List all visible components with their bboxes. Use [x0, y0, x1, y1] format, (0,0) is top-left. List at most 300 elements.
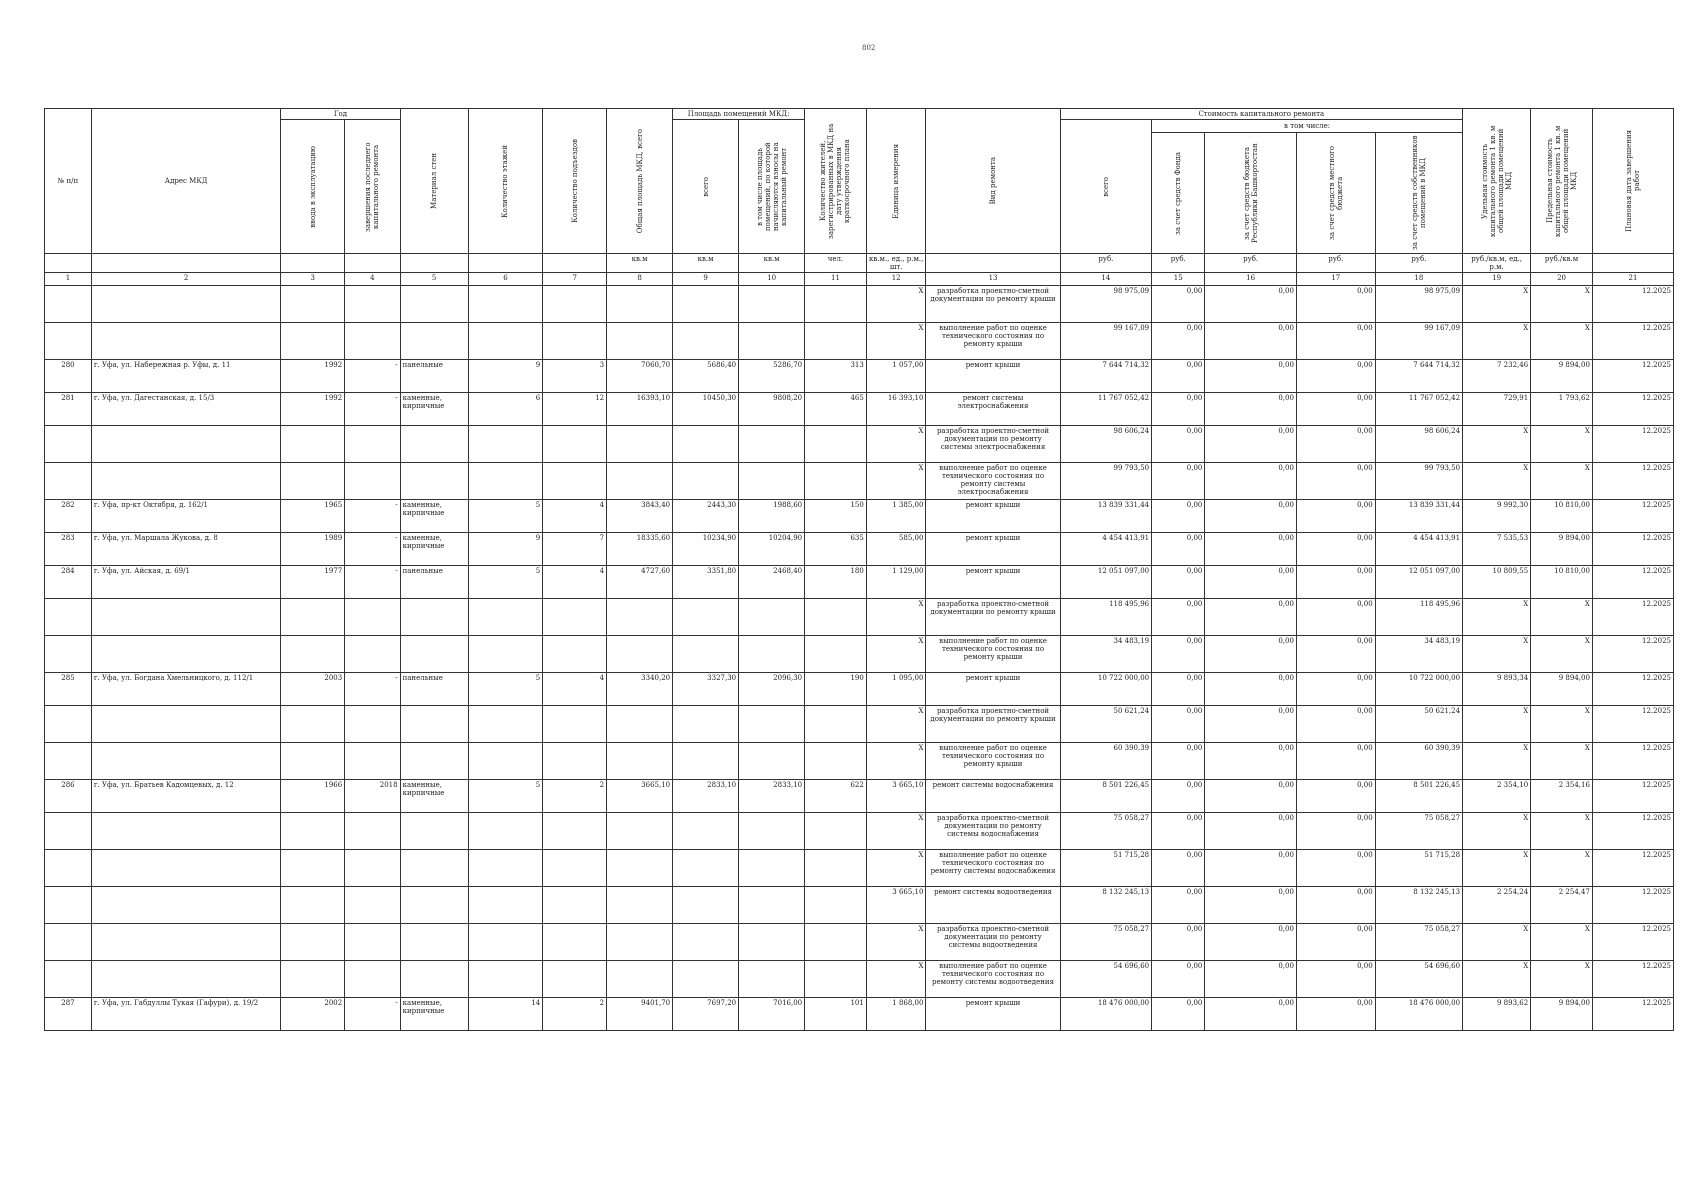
cell-no: 286 — [45, 780, 92, 813]
cell-total: 60 390,39 — [1060, 743, 1152, 780]
cell-owners: 98 606,24 — [1375, 426, 1462, 463]
cell-parea: 3327,30 — [673, 673, 739, 706]
unit-cell: кв.м — [739, 254, 805, 273]
table-row — [45, 743, 1674, 780]
column-index-cell: 7 — [543, 273, 607, 286]
cell-local: 0,00 — [1296, 500, 1375, 533]
cell-date: 12.2025 — [1592, 636, 1673, 673]
header-text: в том числе площадь помещений, по которой начисляются взносы на капитальный ремонт — [755, 142, 788, 231]
cell-material: панельные — [400, 360, 468, 393]
cell-rep: 0,00 — [1205, 706, 1297, 743]
unit-cell: руб. — [1375, 254, 1462, 273]
cell-year2: - — [345, 673, 400, 706]
cell-entr: 3 — [543, 360, 607, 393]
column-index-cell: 3 — [281, 273, 345, 286]
cell-no — [45, 813, 92, 850]
cell-year1: 1966 — [281, 780, 345, 813]
cell-address — [91, 887, 281, 924]
cell-unit: 1 129,00 — [866, 566, 926, 599]
cell-fund: 0,00 — [1152, 673, 1205, 706]
cell-entr — [543, 706, 607, 743]
cell-owners: 13 839 331,44 — [1375, 500, 1462, 533]
cell-area — [607, 961, 673, 998]
cell-parea — [673, 286, 739, 323]
cell-entr: 4 — [543, 566, 607, 599]
cell-unit: 1 095,00 — [866, 673, 926, 706]
cell-rep: 0,00 — [1205, 961, 1297, 998]
cell-entr — [543, 887, 607, 924]
cell-ucost: X — [1463, 426, 1531, 463]
cell-entr — [543, 961, 607, 998]
cell-year2 — [345, 850, 400, 887]
cell-floors — [468, 286, 543, 323]
cell-mcost: X — [1531, 599, 1593, 636]
cell-rep: 0,00 — [1205, 323, 1297, 360]
header-text: за счет средств бюджета Республики Башкортостан — [1242, 143, 1259, 243]
unit-cell: руб./кв.м — [1531, 254, 1593, 273]
cell-year1 — [281, 706, 345, 743]
cell-floors — [468, 961, 543, 998]
cell-local: 0,00 — [1296, 360, 1375, 393]
column-index-cell: 16 — [1205, 273, 1297, 286]
cell-year2: - — [345, 393, 400, 426]
cell-unit: X — [866, 636, 926, 673]
header-text: всего — [701, 176, 710, 197]
cell-floors — [468, 706, 543, 743]
cell-parea — [673, 850, 739, 887]
cell-work: ремонт крыши — [926, 998, 1060, 1031]
cell-work: ремонт крыши — [926, 360, 1060, 393]
cell-mcost: X — [1531, 924, 1593, 961]
cell-total: 50 621,24 — [1060, 706, 1152, 743]
cell-paying: 1988,60 — [739, 500, 805, 533]
cell-ucost: X — [1463, 463, 1531, 500]
cell-rep: 0,00 — [1205, 813, 1297, 850]
cell-total: 8 132 245,13 — [1060, 887, 1152, 924]
table-row — [45, 323, 1674, 360]
cell-unit: X — [866, 924, 926, 961]
cell-fund: 0,00 — [1152, 887, 1205, 924]
col-header-address: Адрес МКД — [91, 109, 281, 254]
cell-local: 0,00 — [1296, 673, 1375, 706]
cell-rep: 0,00 — [1205, 998, 1297, 1031]
cell-date: 12.2025 — [1592, 533, 1673, 566]
unit-cell: руб. — [1205, 254, 1297, 273]
cell-area: 3843,40 — [607, 500, 673, 533]
cell-mcost: 2 254,47 — [1531, 887, 1593, 924]
unit-cell: руб. — [1060, 254, 1152, 273]
unit-cell — [468, 254, 543, 273]
cell-total: 98 606,24 — [1060, 426, 1152, 463]
cell-fund: 0,00 — [1152, 743, 1205, 780]
cell-fund: 0,00 — [1152, 813, 1205, 850]
cell-floors — [468, 743, 543, 780]
cell-work: разработка проектно-сметной документации по ремонту системы электроснабжения — [926, 426, 1060, 463]
cell-year2 — [345, 887, 400, 924]
cell-unit: X — [866, 463, 926, 500]
cell-entr — [543, 599, 607, 636]
table-row — [45, 673, 1674, 706]
cell-area: 3340,20 — [607, 673, 673, 706]
unit-cell — [400, 254, 468, 273]
cell-parea — [673, 463, 739, 500]
units-row — [45, 254, 1674, 273]
cell-res — [805, 286, 867, 323]
cell-rep: 0,00 — [1205, 463, 1297, 500]
cell-local: 0,00 — [1296, 323, 1375, 360]
cell-rep: 0,00 — [1205, 850, 1297, 887]
cell-paying: 2468,40 — [739, 566, 805, 599]
header-text: завершения последнего капитального ремонта — [364, 141, 381, 232]
unit-cell — [281, 254, 345, 273]
column-index-cell: 20 — [1531, 273, 1593, 286]
cell-address: г. Уфа, ул. Дагестанская, д. 15/3 — [91, 393, 281, 426]
cell-fund: 0,00 — [1152, 360, 1205, 393]
cell-parea: 2833,10 — [673, 780, 739, 813]
cell-local: 0,00 — [1296, 533, 1375, 566]
cell-parea: 10450,30 — [673, 393, 739, 426]
cell-mcost: X — [1531, 706, 1593, 743]
header-text: Общая площадь МКД, всего — [635, 128, 644, 234]
cell-entr: 4 — [543, 673, 607, 706]
cell-mcost: X — [1531, 850, 1593, 887]
column-index-cell: 1 — [45, 273, 92, 286]
cell-floors: 5 — [468, 673, 543, 706]
cell-fund: 0,00 — [1152, 323, 1205, 360]
cell-entr — [543, 813, 607, 850]
cell-fund: 0,00 — [1152, 924, 1205, 961]
table-row — [45, 636, 1674, 673]
col-header-work-type — [926, 109, 1060, 254]
cell-work: выполнение работ по оценке технического состояния по ремонту крыши — [926, 743, 1060, 780]
cell-address — [91, 323, 281, 360]
cell-rep: 0,00 — [1205, 286, 1297, 323]
cell-material — [400, 706, 468, 743]
cell-year2 — [345, 426, 400, 463]
col-header-year-last-repair — [345, 120, 400, 254]
header-text: Вид ремонта — [989, 157, 998, 205]
cell-fund: 0,00 — [1152, 850, 1205, 887]
cell-unit: 1 868,00 — [866, 998, 926, 1031]
cell-area — [607, 850, 673, 887]
col-header-material — [400, 109, 468, 254]
cell-year1 — [281, 924, 345, 961]
header-text: Количество этажей — [501, 144, 510, 218]
cell-address — [91, 813, 281, 850]
cell-year1: 1965 — [281, 500, 345, 533]
col-header-deadline — [1592, 109, 1673, 254]
col-header-including: в том числе: — [1152, 120, 1463, 133]
cell-date: 12.2025 — [1592, 743, 1673, 780]
cell-total: 8 501 226,45 — [1060, 780, 1152, 813]
cell-unit: X — [866, 743, 926, 780]
cell-owners: 99 167,09 — [1375, 323, 1462, 360]
cell-date: 12.2025 — [1592, 813, 1673, 850]
cell-paying: 7016,00 — [739, 998, 805, 1031]
cell-floors — [468, 850, 543, 887]
cell-ucost: X — [1463, 850, 1531, 887]
cell-local: 0,00 — [1296, 961, 1375, 998]
cell-owners: 60 390,39 — [1375, 743, 1462, 780]
cell-res: 313 — [805, 360, 867, 393]
table-row — [45, 463, 1674, 500]
table-body — [45, 286, 1674, 1031]
unit-cell — [926, 254, 1060, 273]
cell-area — [607, 599, 673, 636]
cell-owners: 99 793,50 — [1375, 463, 1462, 500]
table-row — [45, 566, 1674, 599]
header-text: за счет средств местного бюджета — [1327, 146, 1344, 240]
cell-no — [45, 286, 92, 323]
cell-work: выполнение работ по оценке технического состояния по ремонту системы водоотведения — [926, 961, 1060, 998]
cell-floors: 5 — [468, 566, 543, 599]
cell-ucost: X — [1463, 286, 1531, 323]
cell-area: 7060,70 — [607, 360, 673, 393]
cell-address — [91, 599, 281, 636]
cell-area — [607, 887, 673, 924]
cell-parea: 5686,40 — [673, 360, 739, 393]
cell-res — [805, 426, 867, 463]
cell-local: 0,00 — [1296, 393, 1375, 426]
cell-paying: 9808,20 — [739, 393, 805, 426]
cell-local: 0,00 — [1296, 924, 1375, 961]
cell-material: каменные, кирпичные — [400, 998, 468, 1031]
cell-parea — [673, 813, 739, 850]
col-header-unit-cost — [1463, 109, 1531, 254]
cell-rep: 0,00 — [1205, 673, 1297, 706]
cell-local: 0,00 — [1296, 813, 1375, 850]
col-header-cost-local — [1296, 133, 1375, 254]
cell-floors — [468, 636, 543, 673]
cell-ucost: X — [1463, 813, 1531, 850]
cell-work: ремонт крыши — [926, 500, 1060, 533]
cell-year2 — [345, 743, 400, 780]
col-header-cost-republic — [1205, 133, 1297, 254]
cell-year2 — [345, 706, 400, 743]
cell-paying — [739, 286, 805, 323]
cell-year1: 1992 — [281, 360, 345, 393]
cell-year2 — [345, 636, 400, 673]
cell-entr: 2 — [543, 998, 607, 1031]
cell-material — [400, 426, 468, 463]
cell-work: разработка проектно-сметной документации по ремонту крыши — [926, 599, 1060, 636]
cell-area — [607, 636, 673, 673]
cell-material: панельные — [400, 566, 468, 599]
cell-year2 — [345, 924, 400, 961]
cell-mcost: 10 810,00 — [1531, 566, 1593, 599]
cell-unit: X — [866, 426, 926, 463]
cell-owners: 75 058,27 — [1375, 924, 1462, 961]
cell-date: 12.2025 — [1592, 924, 1673, 961]
cell-address: г. Уфа, пр-кт Октября, д. 162/1 — [91, 500, 281, 533]
col-header-cost-fund — [1152, 133, 1205, 254]
cell-rep: 0,00 — [1205, 924, 1297, 961]
cell-mcost: 9 894,00 — [1531, 998, 1593, 1031]
cell-ucost: 10 809,55 — [1463, 566, 1531, 599]
cell-mcost: X — [1531, 323, 1593, 360]
unit-cell — [91, 254, 281, 273]
cell-mcost: 9 894,00 — [1531, 360, 1593, 393]
cell-fund: 0,00 — [1152, 463, 1205, 500]
cell-no — [45, 850, 92, 887]
cell-total: 18 476 000,00 — [1060, 998, 1152, 1031]
cell-res — [805, 850, 867, 887]
cell-fund: 0,00 — [1152, 533, 1205, 566]
col-header-cost-total — [1060, 120, 1152, 254]
cell-parea — [673, 636, 739, 673]
cell-owners: 34 483,19 — [1375, 636, 1462, 673]
cell-material — [400, 961, 468, 998]
cell-no: 280 — [45, 360, 92, 393]
cell-paying — [739, 961, 805, 998]
cell-year1 — [281, 426, 345, 463]
cell-material — [400, 924, 468, 961]
cell-rep: 0,00 — [1205, 780, 1297, 813]
cell-no: 282 — [45, 500, 92, 533]
header-text: Предельная стоимость капитального ремонта 1 кв. м общей площади помещений МКД — [1545, 125, 1578, 237]
column-index-cell: 10 — [739, 273, 805, 286]
table-row — [45, 500, 1674, 533]
cell-address — [91, 426, 281, 463]
cell-res — [805, 813, 867, 850]
cell-paying — [739, 887, 805, 924]
cell-floors — [468, 924, 543, 961]
unit-cell: чел. — [805, 254, 867, 273]
col-header-cost-owners — [1375, 133, 1462, 254]
cell-entr — [543, 850, 607, 887]
col-header-premises-area: Площадь помещений МКД: — [673, 109, 805, 120]
cell-floors — [468, 813, 543, 850]
cell-work: ремонт системы электроснабжения — [926, 393, 1060, 426]
cell-date: 12.2025 — [1592, 850, 1673, 887]
cell-year2: - — [345, 998, 400, 1031]
cell-mcost: 2 354,16 — [1531, 780, 1593, 813]
cell-paying — [739, 599, 805, 636]
cell-total: 54 696,60 — [1060, 961, 1152, 998]
table-row — [45, 360, 1674, 393]
cell-area: 16393,10 — [607, 393, 673, 426]
cell-res: 622 — [805, 780, 867, 813]
cell-owners: 75 058,27 — [1375, 813, 1462, 850]
cell-year1: 2003 — [281, 673, 345, 706]
cell-unit: X — [866, 706, 926, 743]
cell-no: 285 — [45, 673, 92, 706]
cell-owners: 51 715,28 — [1375, 850, 1462, 887]
col-header-max-cost — [1531, 109, 1593, 254]
cell-address — [91, 636, 281, 673]
cell-year1 — [281, 463, 345, 500]
cell-work: выполнение работ по оценке технического состояния по ремонту крыши — [926, 323, 1060, 360]
cell-fund: 0,00 — [1152, 998, 1205, 1031]
cell-parea — [673, 961, 739, 998]
cell-owners: 118 495,96 — [1375, 599, 1462, 636]
cell-paying — [739, 706, 805, 743]
cell-fund: 0,00 — [1152, 393, 1205, 426]
cell-parea — [673, 599, 739, 636]
cell-entr — [543, 924, 607, 961]
cell-address: г. Уфа, ул. Братьев Кадомцевых, д. 12 — [91, 780, 281, 813]
cell-year1 — [281, 323, 345, 360]
header-text: Количество жителей, зарегистрированных в МКД на дату утверждения краткосрочного плана — [819, 123, 852, 239]
column-index-cell: 2 — [91, 273, 281, 286]
cell-mcost: X — [1531, 463, 1593, 500]
cell-entr: 7 — [543, 533, 607, 566]
col-header-unit — [866, 109, 926, 254]
cell-unit: X — [866, 599, 926, 636]
cell-entr — [543, 463, 607, 500]
cell-date: 12.2025 — [1592, 393, 1673, 426]
table-row — [45, 533, 1674, 566]
cell-address — [91, 924, 281, 961]
cell-no — [45, 323, 92, 360]
cell-area: 18335,60 — [607, 533, 673, 566]
cell-paying — [739, 743, 805, 780]
cell-ucost: 729,91 — [1463, 393, 1531, 426]
table-row — [45, 706, 1674, 743]
table-row — [45, 813, 1674, 850]
cell-year2: - — [345, 533, 400, 566]
cell-rep: 0,00 — [1205, 887, 1297, 924]
cell-no — [45, 426, 92, 463]
cell-date: 12.2025 — [1592, 426, 1673, 463]
unit-cell: руб./кв.м, ед., р.м. — [1463, 254, 1531, 273]
cell-owners: 8 501 226,45 — [1375, 780, 1462, 813]
cell-work: выполнение работ по оценке технического состояния по ремонту системы электроснабжения — [926, 463, 1060, 500]
cell-rep: 0,00 — [1205, 636, 1297, 673]
cell-year1 — [281, 286, 345, 323]
table-row — [45, 426, 1674, 463]
col-header-no: № п/п — [45, 109, 92, 254]
cell-mcost: 9 894,00 — [1531, 673, 1593, 706]
cell-res — [805, 887, 867, 924]
cell-material: каменные, кирпичные — [400, 393, 468, 426]
cell-owners: 18 476 000,00 — [1375, 998, 1462, 1031]
cell-work: разработка проектно-сметной документации по ремонту системы водоснабжения — [926, 813, 1060, 850]
header-text: Единица измерения — [892, 143, 901, 219]
col-header-entrances — [543, 109, 607, 254]
table-row — [45, 924, 1674, 961]
cell-address — [91, 706, 281, 743]
cell-mcost: X — [1531, 743, 1593, 780]
unit-cell: руб. — [1152, 254, 1205, 273]
cell-material — [400, 463, 468, 500]
cell-ucost: X — [1463, 636, 1531, 673]
cell-area — [607, 813, 673, 850]
cell-material — [400, 323, 468, 360]
column-index-cell: 8 — [607, 273, 673, 286]
column-index-cell: 15 — [1152, 273, 1205, 286]
cell-owners: 11 767 052,42 — [1375, 393, 1462, 426]
cell-address — [91, 286, 281, 323]
column-index-row — [45, 273, 1674, 286]
cell-address: г. Уфа, ул. Набережная р. Уфы, д. 11 — [91, 360, 281, 393]
cell-local: 0,00 — [1296, 850, 1375, 887]
column-index-cell: 5 — [400, 273, 468, 286]
cell-date: 12.2025 — [1592, 500, 1673, 533]
cell-rep: 0,00 — [1205, 393, 1297, 426]
col-header-premises-paying — [739, 120, 805, 254]
col-header-floors — [468, 109, 543, 254]
cell-material — [400, 813, 468, 850]
cell-paying — [739, 813, 805, 850]
cell-no — [45, 599, 92, 636]
cell-parea — [673, 426, 739, 463]
cell-res — [805, 323, 867, 360]
cell-res: 465 — [805, 393, 867, 426]
cell-rep: 0,00 — [1205, 360, 1297, 393]
cell-res: 101 — [805, 998, 867, 1031]
cell-unit: 1 057,00 — [866, 360, 926, 393]
